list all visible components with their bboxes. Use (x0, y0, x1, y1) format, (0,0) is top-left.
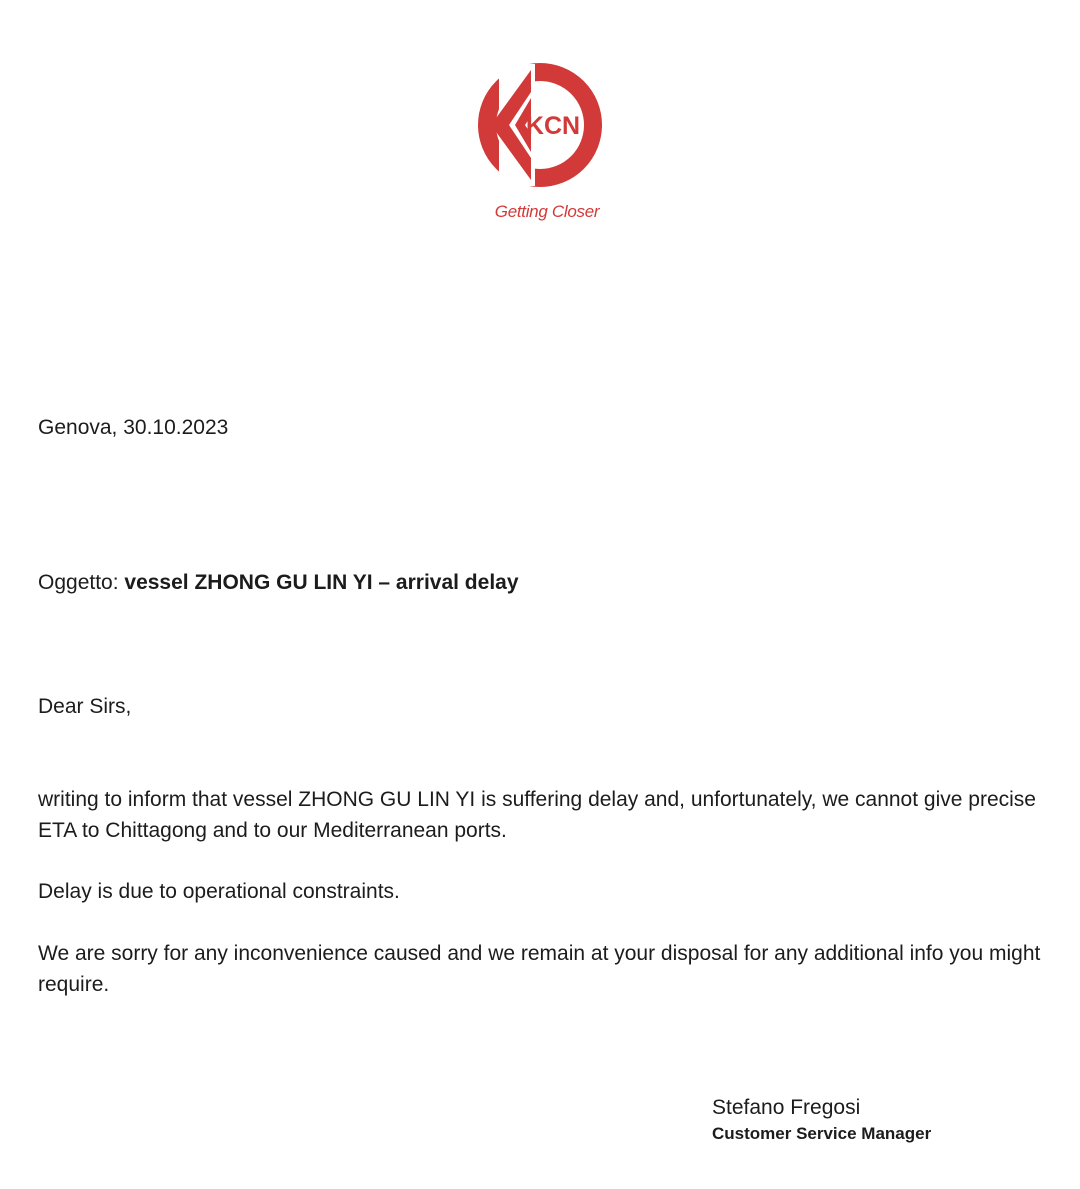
body-paragraph: writing to inform that vessel ZHONG GU LIN YI is suffering delay and, unfortunately, we cannot give precise ETA to Chittagong and to our Mediterranean ports. (38, 788, 1036, 842)
subject-line (38, 567, 519, 598)
logo-text: KCN (525, 112, 581, 140)
tagline: Getting Closer (494, 202, 600, 221)
signatory-title: Customer Service Manager (712, 1124, 932, 1143)
subject-label: Oggetto: (38, 571, 125, 594)
body-paragraph: Delay is due to operational constraints. (38, 880, 400, 903)
kcn-logo (477, 62, 603, 188)
body-paragraph: We are sorry for any inconvenience caused and we remain at your disposal for any additional info you might require. (38, 942, 1041, 996)
salutation: Dear Sirs, (38, 695, 132, 718)
subject-text: vessel ZHONG GU LIN YI – arrival delay (124, 571, 519, 594)
place-date: Genova, 30.10.2023 (38, 416, 229, 439)
letterhead (0, 62, 1080, 222)
signature-block (712, 1094, 931, 1144)
signatory-name: Stefano Fregosi (712, 1096, 861, 1119)
